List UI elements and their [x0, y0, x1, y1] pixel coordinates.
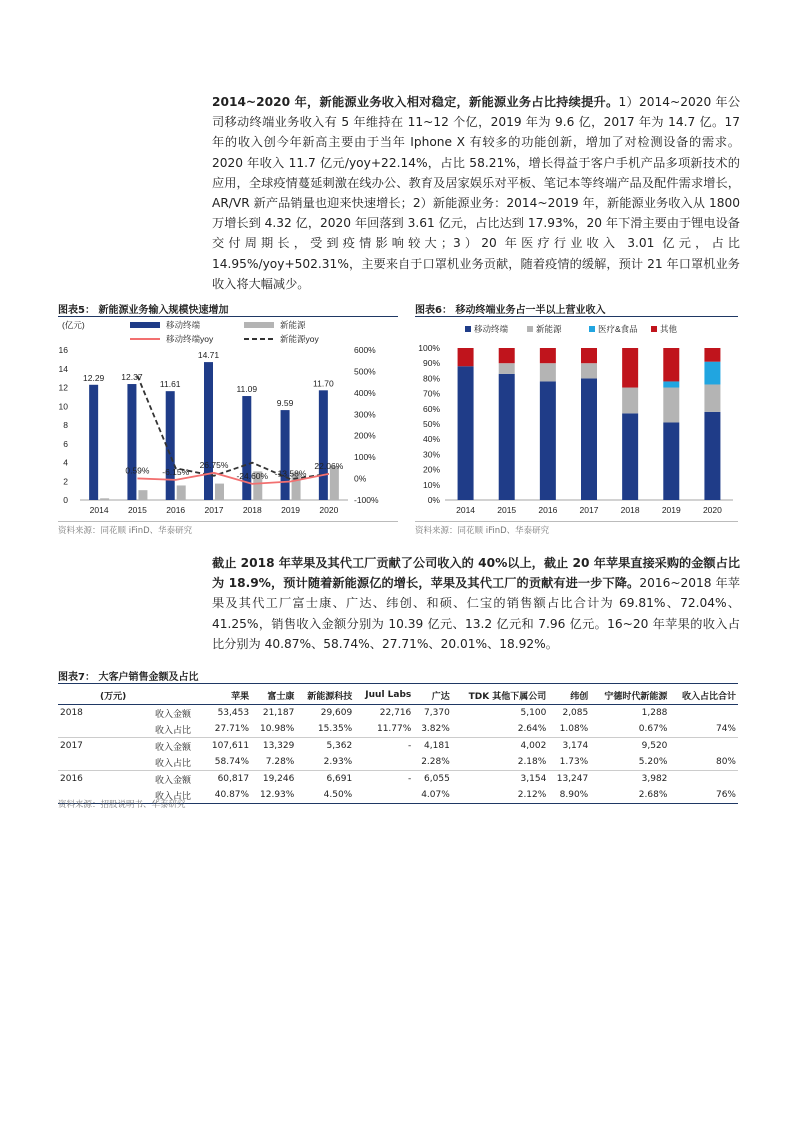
stacked-bar-segment	[458, 348, 474, 366]
legend-label: 新能源	[280, 320, 306, 330]
table-cell: 60,817	[217, 774, 250, 784]
legend-label: 医疗&食品	[598, 324, 638, 334]
table-cell: 0.67%	[590, 721, 669, 738]
figure6-chart	[415, 318, 738, 518]
x-tick-label: 2014	[89, 505, 109, 515]
stacked-bar-segment	[704, 348, 720, 362]
y2-tick-label: 300%	[354, 409, 376, 420]
table-cell: 5,362	[326, 741, 353, 751]
legend-label: 新能源	[536, 324, 562, 334]
table-cell: 3,154	[520, 774, 547, 784]
table-cell: 9,520	[641, 741, 668, 751]
x-tick-label: 2016	[538, 505, 558, 515]
table-cell: 2,085	[562, 708, 589, 718]
table-header-atl: 新能源科技	[296, 686, 354, 705]
table-header-wistron: 纬创	[548, 686, 590, 705]
bar-mobile-terminal	[204, 362, 213, 500]
bar-new-energy	[215, 484, 224, 500]
y-tick-label: 0	[63, 495, 68, 505]
table-cell-metric: 收入金额	[154, 742, 191, 753]
y-tick-label: 80%	[422, 373, 440, 384]
stacked-bar-segment	[458, 366, 474, 500]
bar-value-label: 12.29	[83, 372, 105, 383]
table-cell: 2.68%	[590, 787, 669, 804]
y-tick-label: 6	[63, 438, 68, 449]
bar-mobile-terminal	[242, 396, 251, 500]
bar-mobile-terminal	[89, 385, 98, 500]
legend-swatch	[465, 326, 471, 332]
table-cell: 53,453	[217, 708, 250, 718]
table-row	[58, 771, 738, 788]
table-cell: 2.18%	[452, 754, 549, 771]
table-cell: 5.20%	[590, 754, 669, 771]
table-cell: 58.74%	[202, 754, 251, 771]
y-tick-label: 30%	[422, 449, 440, 460]
y-tick-label: 50%	[422, 419, 440, 429]
y2-tick-label: 600%	[354, 345, 376, 355]
customer-sales-table	[58, 686, 738, 804]
table-cell: 4.07%	[413, 787, 452, 804]
table-cell: 2.64%	[452, 721, 549, 738]
table-cell: -	[408, 741, 412, 751]
figure7-title: 图表7： 大客户销售金额及占比	[58, 672, 199, 683]
table-cell: 12.93%	[251, 787, 296, 804]
figure6-source: 资料来源：同花顺 iFinD、华泰研究	[415, 526, 550, 536]
stacked-bar-segment	[581, 378, 597, 500]
table-cell: 13,247	[556, 774, 589, 784]
table-cell: 29,609	[320, 708, 353, 718]
table-row	[58, 705, 738, 722]
bar-new-energy	[177, 485, 186, 500]
table-cell: 4,002	[520, 741, 547, 751]
bar-value-label: 11.09	[236, 384, 258, 395]
legend-label: 移动终端	[474, 324, 509, 334]
table-cell: 1.73%	[548, 754, 590, 771]
table-row	[58, 754, 738, 771]
table-cell: 22,716	[379, 708, 412, 718]
paragraph-body: 1）2014~2020 年公司移动终端业务收入有 5 年维持在 11~12 个亿，2019 年为 9.6 亿，2017 年为 14.7 亿。17 年的收入创今年新高主要由于当年 Iphone X 有较多的功能创新，增加了对检测设备的需求。2020 年收入 11.7 亿元/yoy+22.14%，占比 58.21%，增长得益于客户手机产品多项新技术的应用，全球疫情蔓延刺激在线办公、教育及居家娱乐对平板、笔记本等终端产品及配件需求增长，AR/VR 新产品销量也迎来快速增长；2）新能源业务：2014~2019 年，新能源业务收入从 1800 万增长到 4.32 亿，2020 年回落到 3.61 亿元，占比达到 17.93%，20 年下滑主要由于锂电设备交付周期长，受到疫情影响较大；3）20 年医疗行业收入 3.01 亿元，占比 14.95%/yoy+502.31%，主要来自于口罩机业务贡献，随着疫情的缓解，预计 21 年口罩机业务收入将大幅减少。	[212, 95, 741, 291]
table-cell: 1.08%	[548, 721, 590, 738]
stacked-bar-segment	[622, 348, 638, 388]
stacked-bar-segment	[581, 363, 597, 378]
figure5-rule	[58, 316, 398, 317]
y-tick-label: 10%	[422, 479, 440, 490]
x-tick-label: 2015	[127, 505, 147, 515]
table-cell: 1,288	[641, 708, 668, 718]
line-value-label: -6.15%	[162, 466, 190, 477]
bar-value-label: 9.59	[276, 398, 294, 409]
y-tick-label: 16	[58, 345, 68, 355]
table-cell: 76%	[669, 787, 738, 804]
y-tick-label: 40%	[422, 434, 440, 445]
table-cell: 11.77%	[354, 721, 413, 738]
table-cell: 5,100	[520, 708, 547, 718]
table-header-quanta: 广达	[413, 686, 452, 705]
legend-swatch	[244, 322, 274, 328]
stacked-bar-segment	[704, 384, 720, 411]
table-cell: 2.28%	[413, 754, 452, 771]
stacked-bar-segment	[622, 388, 638, 414]
table-cell: 3.82%	[413, 721, 452, 738]
line-value-label: -24.60%	[236, 470, 269, 481]
figure6-rule	[415, 316, 738, 317]
y-tick-label: 8	[63, 420, 68, 430]
figure5-source-rule	[58, 521, 398, 522]
table-cell-year	[58, 721, 141, 738]
table-cell	[669, 771, 738, 788]
bar-value-label: 12.37	[121, 372, 143, 383]
legend-swatch	[527, 326, 533, 332]
legend-swatch	[651, 326, 657, 332]
table-cell-year: 2017	[60, 741, 83, 751]
stacked-bar-segment	[540, 363, 556, 381]
x-tick-label: 2015	[497, 505, 517, 515]
stacked-bar-segment	[663, 348, 679, 381]
y-tick-label: 90%	[422, 358, 440, 369]
y2-tick-label: 200%	[354, 430, 376, 441]
table-cell-metric: 收入占比	[141, 787, 202, 804]
stacked-bar-segment	[622, 413, 638, 500]
legend-label: 移动终端yoy	[166, 334, 214, 344]
table-cell: 2.12%	[452, 787, 549, 804]
stacked-bar-segment	[499, 374, 515, 500]
x-tick-label: 2019	[281, 505, 301, 515]
stacked-bar-segment	[663, 388, 679, 423]
table-header-foxconn: 富士康	[251, 686, 296, 705]
table-cell: 80%	[669, 754, 738, 771]
table-cell: 7,370	[424, 708, 450, 718]
table-cell-metric: 收入占比	[141, 721, 202, 738]
table-header-tdk: TDK 其他下属公司	[452, 686, 549, 705]
legend-swatch	[130, 322, 160, 328]
stacked-bar-segment	[663, 422, 679, 500]
table-header-apple: 苹果	[202, 686, 251, 705]
figure5-title: 图表5： 新能源业务输入规模快速增加	[58, 305, 229, 316]
table-cell: 15.35%	[296, 721, 354, 738]
line-value-label: 26.75%	[199, 459, 229, 470]
legend-swatch	[589, 326, 595, 332]
stacked-bar-segment	[499, 348, 515, 363]
bar-new-energy	[138, 490, 147, 500]
table-cell: 4.50%	[296, 787, 354, 804]
table-cell-year: 2016	[60, 774, 83, 784]
paragraph-lead: 截止 2018 年苹果及其代工厂贡献了公司收入的 40%以上，截止 20 年苹果直接采购的金额占比为 18.9%，预计随着新能源亿的增长，苹果及其代工厂的贡献有进一步下降。	[212, 556, 740, 591]
table-cell: -	[408, 774, 412, 784]
table-cell: 13,329	[262, 741, 295, 751]
table-row	[58, 738, 738, 755]
y-tick-label: 14	[58, 363, 68, 374]
bar-mobile-terminal	[319, 390, 328, 500]
table-header-catl: 宁德时代新能源	[590, 686, 669, 705]
stacked-bar-segment	[540, 348, 556, 363]
bar-mobile-terminal	[127, 384, 136, 500]
y2-tick-label: 100%	[354, 452, 376, 463]
table-header-total-share: 收入占比合计	[669, 686, 738, 705]
table-cell: 3,174	[562, 741, 589, 751]
paragraph-body: 2016~2018 年苹果及其代工厂富士康、广达、纬创、和硕、仁宝的销售额占比合计为 69.81%、72.04%、41.25%，销售收入金额分别为 10.39 亿元、13.2 亿元和 7.96 亿元。16~20 年苹果的收入占比分别为 40.87%、58.74%、27.71%、20.01%、18.92%。	[212, 576, 740, 651]
bar-value-label: 11.70	[313, 378, 334, 389]
y-tick-label: 0%	[427, 495, 440, 505]
table-row	[58, 721, 738, 738]
y-axis-unit: (亿元)	[62, 320, 85, 330]
table-header-unit: (万元)	[58, 686, 141, 705]
x-tick-label: 2018	[620, 505, 640, 515]
line-value-label: 0.59%	[125, 465, 150, 476]
legend-label: 新能源yoy	[280, 334, 319, 344]
x-tick-label: 2016	[166, 505, 186, 515]
y-tick-label: 60%	[422, 403, 440, 414]
table-cell: 74%	[669, 721, 738, 738]
x-tick-label: 2020	[319, 505, 339, 515]
stacked-bar-segment	[581, 348, 597, 363]
x-tick-label: 2018	[242, 505, 262, 515]
table-cell: 107,611	[211, 741, 250, 751]
y2-tick-label: -100%	[354, 495, 379, 505]
legend-label: 其他	[660, 324, 678, 334]
stacked-bar-segment	[499, 363, 515, 374]
stacked-bar-segment	[704, 412, 720, 500]
table-cell: 6,691	[326, 774, 353, 784]
table-cell-metric: 收入占比	[141, 754, 202, 771]
paragraph-revenue-stability	[212, 92, 740, 294]
stacked-bar-segment	[663, 381, 679, 387]
y-tick-label: 12	[58, 382, 68, 393]
paragraph-apple-contribution	[212, 553, 740, 654]
x-tick-label: 2017	[204, 505, 224, 515]
y2-tick-label: 500%	[354, 366, 376, 377]
figure5-chart	[58, 318, 398, 518]
bar-mobile-terminal	[281, 410, 290, 500]
table-cell: 2.93%	[296, 754, 354, 771]
table-cell: 27.71%	[202, 721, 251, 738]
table-cell	[354, 787, 413, 804]
y-tick-label: 20%	[422, 464, 440, 475]
table-cell: 8.90%	[548, 787, 590, 804]
y-tick-label: 10	[58, 401, 68, 412]
figure5-source: 资料来源：同花顺 iFinD、华泰研究	[58, 526, 193, 536]
line-value-label: -13.58%	[274, 468, 307, 479]
line-value-label: 22.06%	[314, 460, 344, 471]
table-cell	[669, 738, 738, 755]
y2-tick-label: 400%	[354, 387, 376, 398]
table-header-juul: Juul Labs	[354, 686, 413, 705]
table-cell-metric: 收入金额	[154, 775, 191, 786]
y2-tick-label: 0%	[354, 473, 367, 484]
table-cell	[669, 705, 738, 722]
x-tick-label: 2017	[579, 505, 599, 515]
figure6-title: 图表6： 移动终端业务占一半以上营业收入	[415, 305, 606, 316]
table-header-metric	[141, 686, 202, 705]
stacked-bar-segment	[704, 362, 720, 385]
table-cell: 4,181	[424, 741, 450, 751]
legend-label: 移动终端	[166, 320, 201, 330]
y-tick-label: 100%	[418, 343, 440, 353]
paragraph-lead: 2014~2020 年，新能源业务收入相对稳定，新能源业务占比持续提升。	[212, 95, 619, 109]
x-tick-label: 2020	[702, 505, 722, 515]
table-cell: 7.28%	[251, 754, 296, 771]
table-cell: 40.87%	[202, 787, 251, 804]
y-tick-label: 2	[63, 476, 68, 487]
table-cell: 6,055	[424, 774, 450, 784]
table-cell-year: 2018	[60, 708, 83, 718]
bar-value-label: 14.71	[197, 350, 220, 361]
table-header-row	[58, 686, 738, 705]
table-cell: 19,246	[262, 774, 295, 784]
bar-value-label: 11.61	[159, 379, 181, 390]
figure7-source: 资料来源：招股说明书、华泰研究	[58, 800, 186, 810]
table-cell: 10.98%	[251, 721, 296, 738]
table-cell-metric: 收入金额	[154, 709, 191, 720]
bar-new-energy	[330, 466, 339, 500]
figure6-source-rule	[415, 521, 738, 522]
x-tick-label: 2019	[661, 505, 681, 515]
y-tick-label: 70%	[422, 388, 440, 399]
stacked-bar-segment	[540, 381, 556, 500]
bar-new-energy	[100, 498, 109, 500]
table-cell-year	[58, 754, 141, 771]
table-cell: 21,187	[262, 708, 295, 718]
table-cell	[354, 754, 413, 771]
figure7-rule	[58, 683, 738, 684]
table-cell: 3,982	[641, 774, 668, 784]
x-tick-label: 2014	[456, 505, 476, 515]
y-tick-label: 4	[63, 457, 68, 468]
